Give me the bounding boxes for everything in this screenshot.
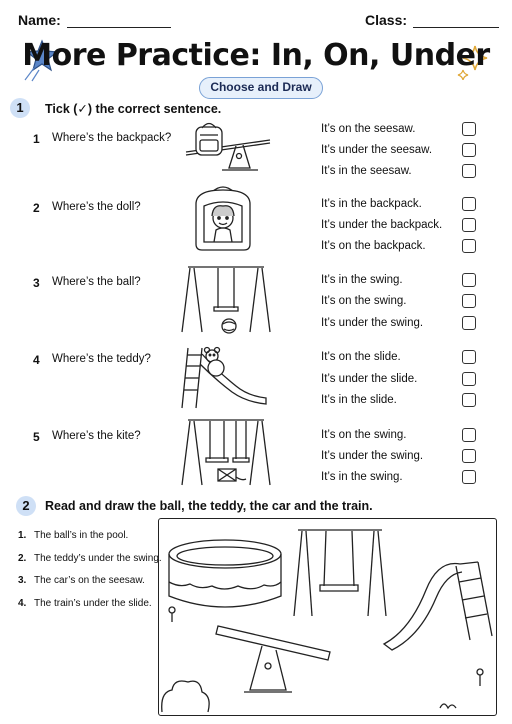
task-4-number: 4.	[18, 598, 27, 609]
doll-in-backpack-picture	[188, 184, 258, 254]
task-3-text: The car’s on the seesaw.	[34, 575, 145, 586]
question-5-text: Where’s the kite?	[52, 430, 141, 442]
q2-option-3-checkbox[interactable]	[462, 239, 476, 253]
q1-option-1: It’s on the seesaw.	[321, 123, 416, 135]
question-3-number: 3	[33, 276, 40, 290]
task-1-text: The ball’s in the pool.	[34, 530, 129, 541]
task-2-text: The teddy’s under the swing.	[34, 553, 162, 564]
q1-option-2: It’s under the seesaw.	[321, 144, 433, 156]
slide-drawing	[384, 562, 492, 650]
bush-drawing	[162, 681, 209, 712]
task-1-number: 1.	[18, 530, 27, 541]
question-1-number: 1	[33, 132, 40, 146]
q4-option-3: It’s in the slide.	[321, 394, 397, 406]
question-2-number: 2	[33, 201, 40, 215]
q5-option-1-checkbox[interactable]	[462, 428, 476, 442]
task-2-number: 2.	[18, 553, 27, 564]
q5-option-1: It’s on the swing.	[321, 429, 407, 441]
q3-option-1-checkbox[interactable]	[462, 273, 476, 287]
name-line[interactable]	[67, 16, 171, 28]
q1-option-3-checkbox[interactable]	[462, 164, 476, 178]
ball-under-swing-picture	[180, 262, 272, 336]
q4-option-3-checkbox[interactable]	[462, 393, 476, 407]
question-5-number: 5	[33, 430, 40, 444]
q4-option-2-checkbox[interactable]	[462, 372, 476, 386]
q3-option-2-checkbox[interactable]	[462, 294, 476, 308]
q5-option-3-checkbox[interactable]	[462, 470, 476, 484]
q1-option-2-checkbox[interactable]	[462, 143, 476, 157]
section-2-number: 2	[16, 496, 36, 516]
question-4-text: Where’s the teddy?	[52, 353, 151, 365]
q2-option-1-checkbox[interactable]	[462, 197, 476, 211]
q5-option-3: It’s in the swing.	[321, 471, 403, 483]
q3-option-3-checkbox[interactable]	[462, 316, 476, 330]
q3-option-3: It’s under the swing.	[321, 317, 424, 329]
question-2-text: Where’s the doll?	[52, 201, 141, 213]
task-4-text: The train’s under the slide.	[34, 598, 152, 609]
playground-scene	[160, 520, 495, 714]
q2-option-2: It’s under the backpack.	[321, 219, 443, 231]
section-1-instruction: Tick (✓) the correct sentence.	[45, 102, 222, 116]
class-label: Class:	[365, 12, 408, 28]
section-1-number: 1	[10, 98, 30, 118]
section-2-instruction: Read and draw the ball, the teddy, the car and the train.	[45, 499, 373, 513]
class-field[interactable]	[365, 12, 499, 28]
name-label: Name:	[18, 12, 61, 28]
pool-drawing	[169, 540, 281, 607]
name-field[interactable]	[18, 12, 171, 28]
q1-option-1-checkbox[interactable]	[462, 122, 476, 136]
q2-option-2-checkbox[interactable]	[462, 218, 476, 232]
swing-drawing	[294, 530, 386, 616]
task-3-number: 3.	[18, 575, 27, 586]
q2-option-3: It’s on the backpack.	[321, 240, 426, 252]
seesaw-drawing	[216, 626, 330, 692]
kite-under-swing-picture	[180, 415, 272, 489]
teddy-on-slide-picture	[176, 340, 270, 412]
q3-option-1: It’s in the swing.	[321, 274, 403, 286]
q4-option-1-checkbox[interactable]	[462, 350, 476, 364]
question-4-number: 4	[33, 353, 40, 367]
q1-option-3: It’s in the seesaw.	[321, 165, 412, 177]
page-title: More Practice: In, On, Under	[22, 38, 490, 73]
q5-option-2: It’s under the swing.	[321, 450, 424, 462]
backpack-on-seesaw-picture	[182, 118, 274, 180]
class-line[interactable]	[413, 16, 499, 28]
q2-option-1: It’s in the backpack.	[321, 198, 422, 210]
q5-option-2-checkbox[interactable]	[462, 449, 476, 463]
q4-option-1: It’s on the slide.	[321, 351, 401, 363]
question-3-text: Where’s the ball?	[52, 276, 141, 288]
q4-option-2: It’s under the slide.	[321, 373, 418, 385]
question-1-text: Where’s the backpack?	[52, 132, 172, 144]
subtitle-badge: Choose and Draw	[199, 77, 323, 99]
q3-option-2: It’s on the swing.	[321, 295, 407, 307]
